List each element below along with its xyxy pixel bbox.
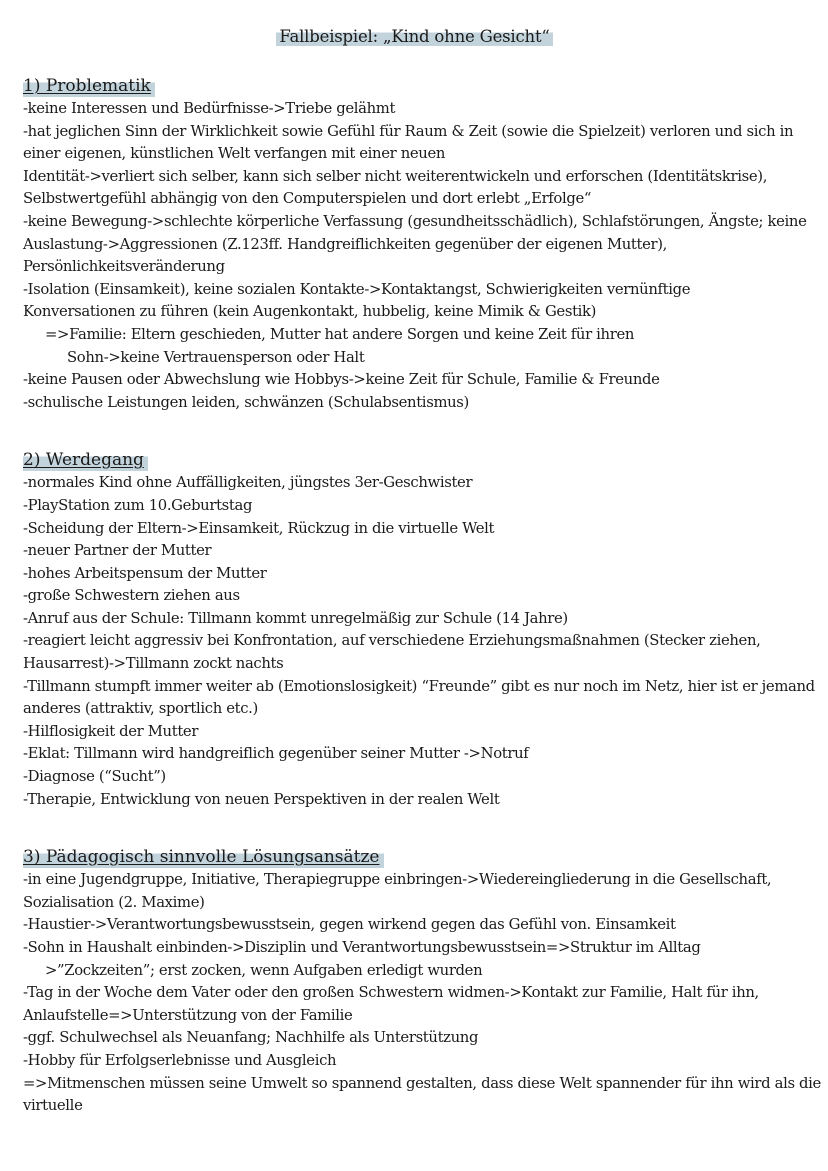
section-lines — [23, 98, 806, 414]
text-line: =>Familie: Eltern geschieden, Mutter hat andere Sorgen und keine Zeit für ihren — [45, 325, 635, 343]
section-loesungsansaetze — [23, 845, 821, 1118]
text-line: -Eklat: Tillmann wird handgreiflich gegenüber seiner Mutter ->Notruf — [23, 745, 529, 763]
text-line: -Isolation (Einsamkeit), keine sozialen Kontakte->Kontaktangst, Schwierigkeiten vernünftige — [23, 280, 691, 298]
text-line: -Diagnose (“Sucht”) — [23, 768, 166, 786]
text-line: -Anruf aus der Schule: Tillmann kommt unregelmäßig zur Schule (14 Jahre) — [23, 609, 568, 627]
text-line: Hausarrest)->Tillmann zockt nachts — [23, 655, 284, 673]
section-heading: 2) Werdegang — [23, 448, 148, 472]
text-line: -Haustier->Verantwortungsbewusstsein, gegen wirkend gegen das Gefühl von. Einsamkeit — [23, 916, 676, 934]
text-line: Selbstwertgefühl abhängig von den Computerspielen und dort erlebt „Erfolge“ — [23, 190, 592, 208]
text-line: Identität->verliert sich selber, kann sich selber nicht weiterentwickeln und erforschen (Identitätskrise), — [23, 167, 768, 185]
spacer — [23, 811, 806, 833]
section-problematik — [23, 74, 806, 414]
text-line: -in eine Jugendgruppe, Initiative, Therapiegruppe einbringen->Wiedereingliederung in die Gesellschaft, — [23, 871, 772, 889]
text-line: Konversationen zu führen (kein Augenkontakt, hubbelig, keine Mimik & Gestik) — [23, 303, 597, 321]
text-line: -Sohn in Haushalt einbinden->Disziplin und Verantwortungsbewusstsein=>Struktur im Alltag — [23, 939, 701, 956]
text-line: -hat jeglichen Sinn der Wirklichkeit sowie Gefühl für Raum & Zeit (sowie die Spielzeit) verloren und sich in — [23, 122, 794, 140]
text-line: -keine Pausen oder Abwechslung wie Hobbys->keine Zeit für Schule, Familie & Freunde — [23, 371, 660, 389]
text-line: -Tag in der Woche dem Vater oder den großen Schwestern widmen->Kontakt zur Familie, Halt für ihn, — [23, 984, 759, 1002]
text-line: Anlaufstelle=>Unterstützung von der Familie — [23, 1006, 353, 1024]
section-lines — [23, 472, 815, 811]
text-line: Sozialisation (2. Maxime) — [23, 893, 205, 911]
text-line: Persönlichkeitsveränderung — [23, 258, 225, 276]
text-line: -Therapie, Entwicklung von neuen Perspektiven in der realen Welt — [23, 790, 500, 808]
title-wrap — [23, 26, 806, 62]
text-line: -keine Interessen und Bedürfnisse->Triebe gelähmt — [23, 100, 396, 117]
text-line: virtuelle — [23, 1097, 83, 1115]
text-line: -Tillmann stumpft immer weiter ab (Emotionslosigkeit) “Freunde” gibt es nur noch im Netz, hier ist er jemand — [23, 677, 815, 695]
spacer — [23, 414, 806, 436]
text-line: -hohes Arbeitspensum der Mutter — [23, 564, 267, 582]
text-line: -keine Bewegung->schlechte körperliche Verfassung (gesundheitsschädlich), Schlafstörungen, Ängste; keine — [23, 212, 807, 230]
text-line: anderes (attraktiv, sportlich etc.) — [23, 700, 258, 718]
text-line: -reagiert leicht aggressiv bei Konfrontation, auf verschiedene Erziehungsmaßnahmen (Stecker ziehen, — [23, 632, 761, 650]
text-line: -Hobby für Erfolgserlebnisse und Ausgleich — [23, 1051, 337, 1069]
text-line: Sohn->keine Vertrauensperson oder Halt — [67, 348, 365, 366]
text-line: =>Mitmenschen müssen seine Umwelt so spannend gestalten, dass diese Welt spannender für ihn wird als die — [23, 1074, 821, 1092]
text-line: -normales Kind ohne Auffälligkeiten, jüngstes 3er-Geschwister — [23, 474, 473, 492]
text-line: -PlayStation zum 10.Geburtstag — [23, 496, 253, 514]
text-line: -ggf. Schulwechsel als Neuanfang; Nachhilfe als Unterstützung — [23, 1029, 479, 1047]
text-line: -neuer Partner der Mutter — [23, 542, 212, 560]
section-heading: 3) Pädagogisch sinnvolle Lösungsansätze — [23, 845, 384, 869]
text-line: -schulische Leistungen leiden, schwänzen (Schulabsentismus) — [23, 393, 469, 411]
text-line: >”Zockzeiten”; erst zocken, wenn Aufgaben erledigt wurden — [45, 961, 483, 979]
text-line: einer eigenen, künstlichen Welt verfangen mit einer neuen — [23, 145, 446, 163]
text-line: -Scheidung der Eltern->Einsamkeit, Rückzug in die virtuelle Welt — [23, 519, 495, 537]
section-heading: 1) Problematik — [23, 74, 155, 98]
text-line: -große Schwestern ziehen aus — [23, 587, 240, 605]
text-line: Auslastung->Aggressionen (Z.123ff. Handgreiflichkeiten gegenüber der eigenen Mutter), — [23, 235, 668, 253]
section-lines — [23, 869, 821, 1118]
page-title: Fallbeispiel: „Kind ohne Gesicht“ — [276, 26, 552, 48]
text-line: -Hilflosigkeit der Mutter — [23, 722, 199, 740]
section-werdegang — [23, 448, 815, 811]
